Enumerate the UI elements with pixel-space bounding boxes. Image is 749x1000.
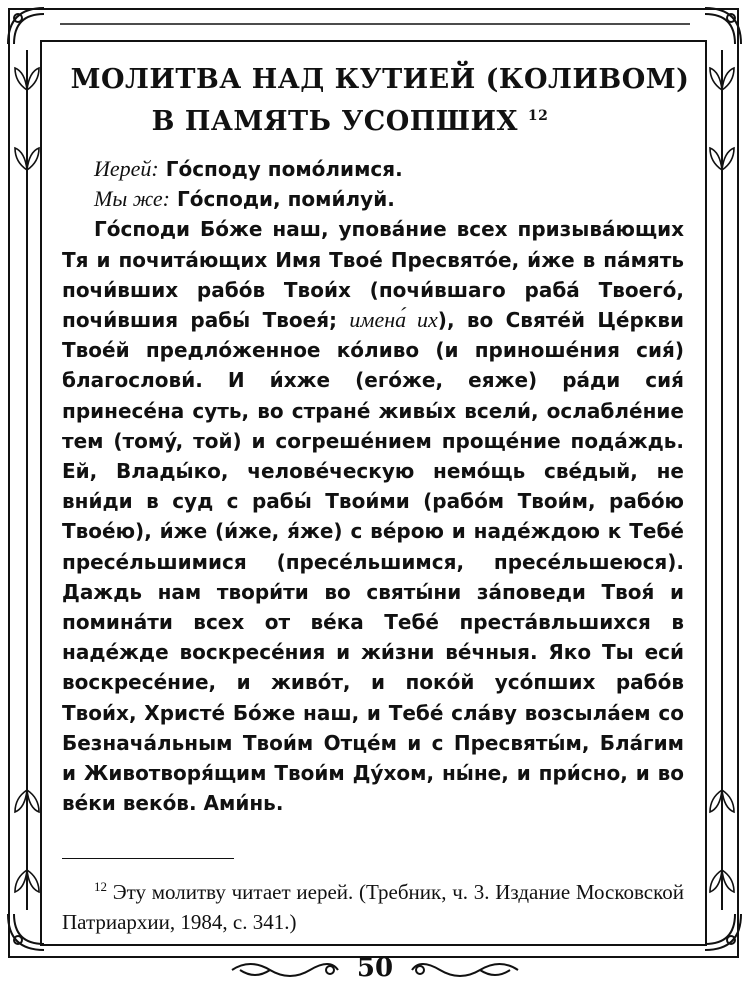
corner-ornament-icon: [701, 4, 745, 48]
prayer-title: [60, 62, 700, 140]
prayer-text-part2: ), во Святéй Цéркви Твоéй предлóженное кóливо (и приношéния сия́) благослови́. И и́хже (егóже, еяже) ра́ди сия́ принесéна суть, во странé живы́х всели́, ослаблéние тем (томý, той) и согрешéнием прощéние пода́ждь. Ей, Влады́ко, человéческую немóщь свéдый, не вни́ди в суд с рабы́ Твои́ми (рабóм Твои́м, рабóю Твоéю), и́же (и́же, я́же) с вéрою и надéждою к Тебé пресéльшимися (пресéльшимся, пресéльшеюся). Даждь нам твори́ти во святы́ни за́поведи Твоя́ и помина́ти всех от вéка Тебé преста́вльшихся в надéжде воскресéния и жи́зни вéчныя. Яко Ты еси́ воскресéние, и живóт, и покóй усóпших рабóв Твои́х, Христé Бóже наш, и Тебé сла́ву возсыла́ем со Безнача́льным Твои́м Отцéм и с Пресвяты́м, Бла́гим и Животворя́щим Твои́м Дýхом, ны́не, и при́сно, и во вéки векóв. Ами́нь.: [62, 308, 685, 816]
footnote: [62, 872, 684, 937]
prayer-paragraph: [62, 214, 684, 818]
versicle-text: Гóсподи, поми́луй.: [170, 187, 395, 212]
footnote-reference: 12: [527, 108, 549, 124]
footnote-divider: [62, 858, 234, 859]
names-placeholder: имена́ их: [349, 307, 438, 333]
corner-ornament-icon: [4, 910, 48, 954]
footnote-text: Эту молитву читает иерей. (Требник, ч. 3. Издание Московской Патриархии, 1984, с. 341.): [62, 880, 684, 934]
prayer-title-line2: [60, 98, 700, 140]
scroll-ornament-icon: [230, 958, 340, 982]
versicle-priest: [62, 154, 684, 184]
scroll-ornament-icon: [410, 958, 520, 982]
page-number: 50: [356, 953, 394, 983]
speaker-label: Иерей:: [94, 156, 159, 181]
laurel-border-left-icon: [12, 50, 42, 910]
laurel-border-right-icon: [707, 50, 737, 910]
footnote-marker: 12: [94, 879, 107, 894]
versicle-text: Гóсподу помóлимся.: [158, 157, 403, 181]
prayer-title-line2-text: В ПАМЯТЬ УСОПШИХ: [151, 106, 518, 137]
prayer-title-line1: МОЛИТВА НАД КУТИЕЙ (КОЛИВОМ): [70, 64, 690, 95]
speaker-label: Мы же:: [94, 186, 170, 212]
versicle-people: [62, 184, 684, 214]
laurel-border-top-icon: [60, 10, 690, 38]
corner-ornament-icon: [701, 910, 745, 954]
corner-ornament-icon: [4, 4, 48, 48]
prayer-body: [62, 154, 684, 818]
prayer-text-part1: Гóсподи Бóже наш, упова́ние всех призыва́ющих Тя и почита́ющих Имя Твоé Пресвятóе, и́же в па́мять почи́вших рабóв Твои́х (почи́вшаго раба́ Твоегó, почи́вшия рабы́ Твоея́;: [62, 217, 684, 333]
